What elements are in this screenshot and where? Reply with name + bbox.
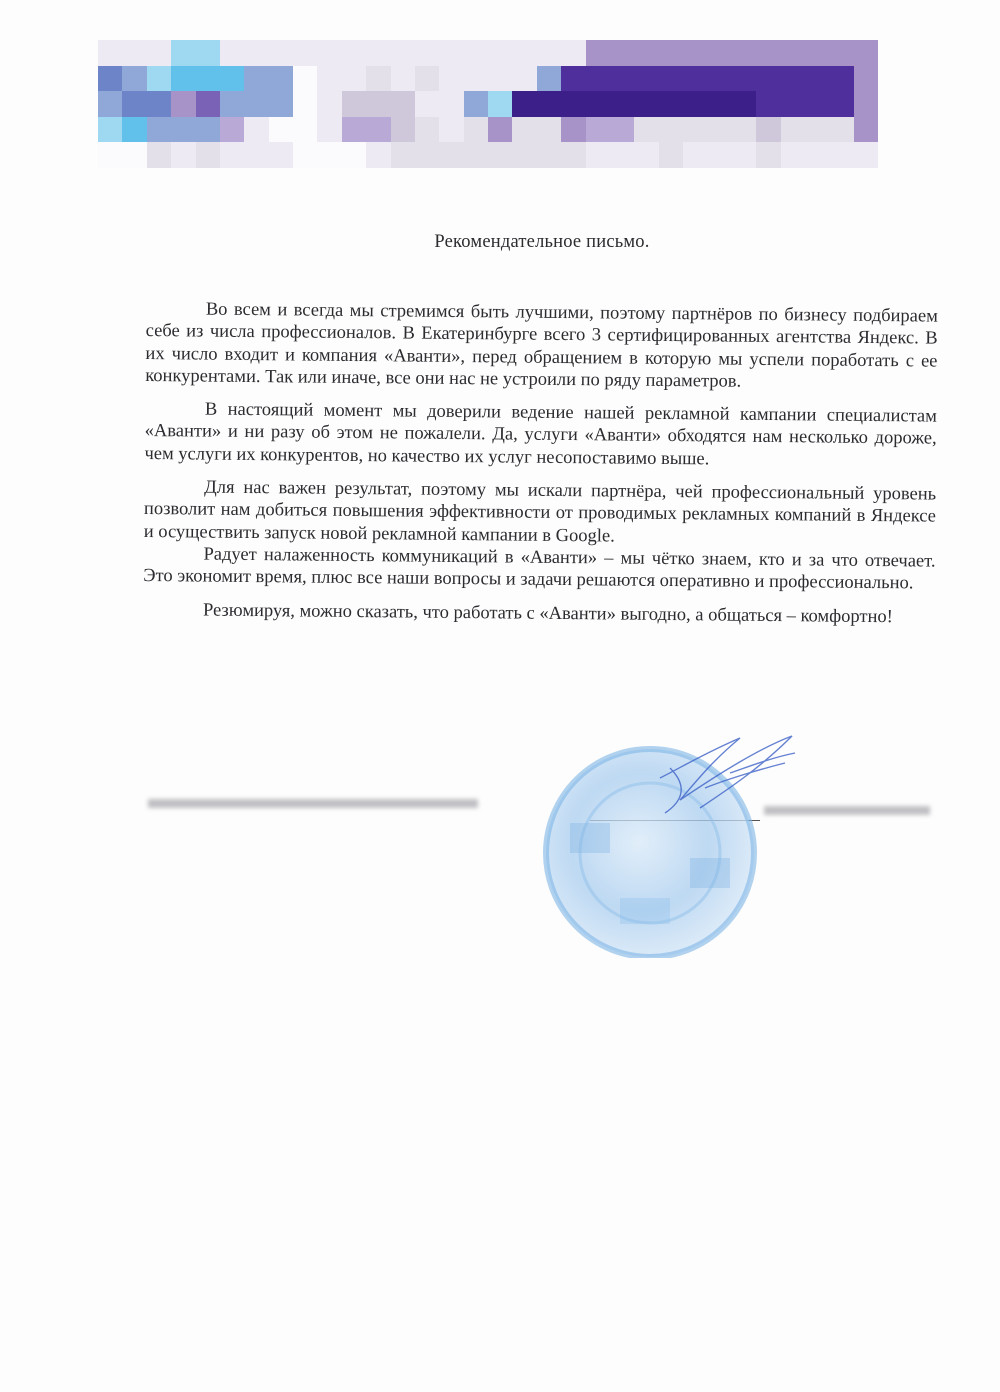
pixelated-logo-icon: [98, 40, 878, 168]
stamp-circle: [546, 749, 754, 957]
paragraph: В настоящий момент мы доверили ведение нашей рекламной кампании специалистам «Аванти» и ни разу об этом не пожалели. Да, услуги «Аванти» обходятся нам несколько дороже, чем услуги их конкурентов, но качество их услуг несопоставимо выше.: [144, 399, 937, 470]
round-stamp-icon: [530, 728, 800, 958]
paragraph: Во всем и всегда мы стремимся быть лучшими, поэтому партнёров по бизнесу подбираем себе из числа профессионалов. В Екатеринбурге всего 3 сертифицированных агентства Яндекс. В их число входит и компания «Аванти», перед обращением в которую мы успели поработать с ее конкурентами. Так или иначе, все они нас не устроили по ряду параметров.: [145, 299, 938, 392]
paragraph: Для нас важен результат, поэтому мы искали партнёра, чей профессиональный уровень позволит нам добиться повышения эффективности от проводимых рекламных компаний в Яндексе и осуществить запуск новой рекламной кампании в Google.: [143, 477, 937, 547]
letter-title: Рекомендательное письмо.: [434, 232, 650, 252]
letter-body: [143, 298, 938, 628]
paragraph: Резюмируя, можно сказать, что работать с «Аванти» выгодно, а общаться – комфортно!: [202, 600, 893, 627]
paragraph: Радует налаженность коммуникаций в «Аванти» – мы чётко знаем, кто и за что отвечает. Это экономит время, плюс все наши вопросы и задачи решаются оперативно и профессионально.: [143, 544, 936, 594]
signatory-position-redacted: [146, 793, 486, 813]
redacted-text-icon: [146, 793, 486, 813]
